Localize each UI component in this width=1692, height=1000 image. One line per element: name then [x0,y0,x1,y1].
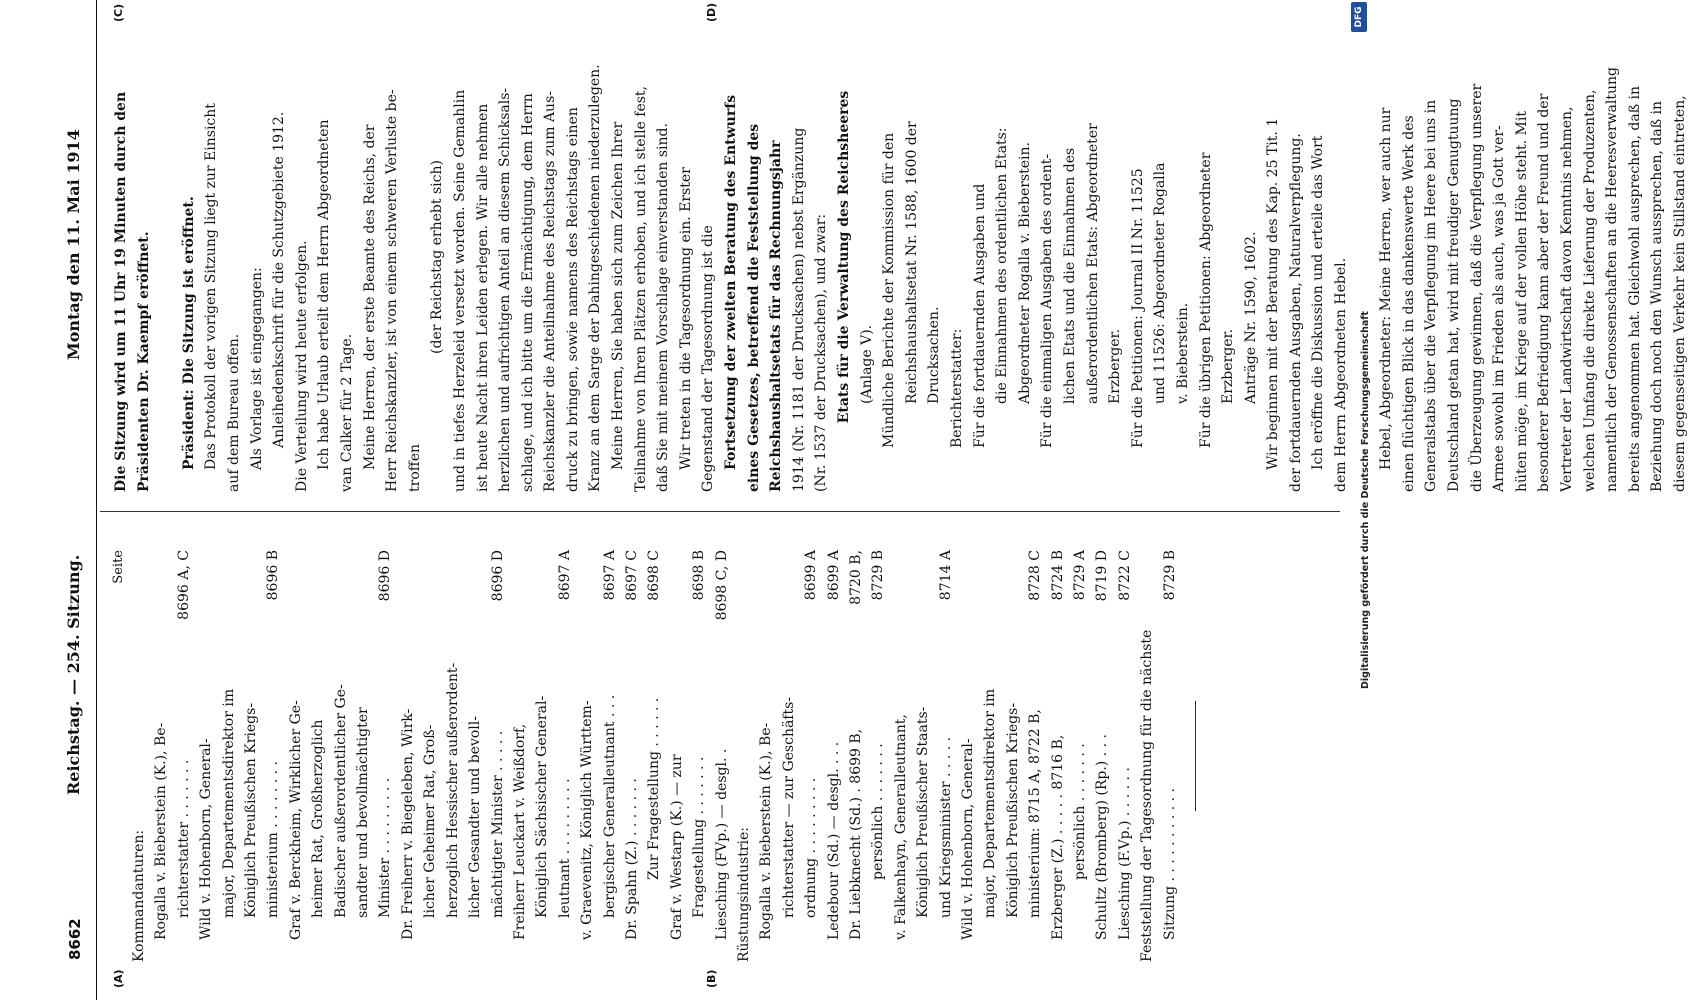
index-entry-text: Ledebour (Sd.) — desgl. . . . [825,741,842,940]
index-entry-text: Graf v. Westarp (K.) — zur [668,754,685,940]
proceedings-line: der fortdauernden Ausgaben, Naturalverpflegung. [1287,133,1304,492]
proceedings-line: welchen Umfang die direkte Lieferung der Produzenten, [1581,89,1598,492]
proceedings-line: Anleihedenkschrift für die Schutzgebiete 1912. [271,111,288,448]
index-line [240,550,262,962]
proceedings-line: Die Sitzung wird um 11 Uhr 19 Minuten durch den [113,91,129,492]
proceedings-line: außerordentlichen Etats: Abgeordneter [1084,123,1101,404]
index-line [800,550,822,962]
index-line [487,550,509,962]
proceedings-line: Erzberger. [1220,328,1237,404]
index-entry-text: Wild v. Hohenborn, General- [198,738,215,940]
proceedings-line: Meine Herren, der erste Beamte des Reichs, der [361,124,378,470]
index-entry-text: Zur Fragestellung . . . . . . [646,697,663,880]
index-entry-text: Badischer außerordentlicher Ge- [332,684,349,918]
index-entry-text: Liesching (F.Vp.) . . . . . . [1116,767,1133,940]
index-page-ref: 8697 A [599,550,621,603]
proceedings-line: die Überzeugung gewinnen, daß die Verpflegung unserer [1468,83,1485,492]
index-entry-text: sandter und bevollmächtigter [355,707,372,918]
proceedings-line: namentlich der Genossenschaften an die Heeresverwaltung [1604,67,1621,492]
index-page-ref: 8698 B [688,550,710,603]
index-line [1069,550,1091,962]
proceedings-line: besonderer Befriedigung kann aber der Freund und der [1536,93,1553,492]
proceedings-line: Erzberger. [1107,328,1124,404]
proceedings-line: dem Herrn Abgeordneten Hebel. [1333,257,1350,492]
index-page-ref: 8729 A [1069,550,1091,603]
index-line [890,550,912,962]
index-page-ref: 8698 C [643,550,665,604]
index-page-ref: 8720 B, [845,550,867,608]
index-entry-text: licher Geheimer Rat, Groß- [422,724,439,918]
index-line [330,550,352,962]
left-column-index [110,550,1196,962]
index-line [957,550,979,962]
index-line [576,550,598,962]
index-line [935,550,957,962]
seite-label: Seite [111,550,126,584]
index-line [1002,550,1024,962]
proceedings-line: Herr Reichskanzler, ist von einem schweren Verluste be- [384,89,401,492]
proceedings-line: Hebel, Abgeordneter: Meine Herren, wer auch nur [1378,107,1395,470]
index-line [666,550,688,962]
margin-letter-c: (C) [112,3,125,22]
index-entry-text: Graf v. Berckheim, Wirklicher Ge- [287,700,304,940]
index-line [1136,550,1158,962]
index-page-ref: 8696 B [262,550,284,603]
index-line [912,550,934,962]
proceedings-line: bereits angenommen hat. Gleichwohl ausprechen, daß in [1626,86,1643,492]
index-entry-text: v. Graevenitz, Königlich Württem- [579,700,596,940]
index-entry-text: Dr. Liebknecht (Sd.) . 8699 B, [848,728,864,940]
index-page-ref: 8699 A [823,550,845,603]
proceedings-line: Berichterstatter: [948,328,965,448]
index-entry-text: und Kriegsminister . . . . . [937,736,954,918]
right-column-proceedings [110,22,1692,492]
index-entry-text: Erzberger (Z.) . . . . . 8716 B, [1049,734,1066,940]
index-entry-text: major, Departementsdirektor im [982,688,999,918]
index-line [823,550,845,962]
margin-letter-a: (A) [112,969,125,988]
proceedings-line: druck zu bringen, sowie namens des Reichstags einen [564,107,581,492]
index-entry-text: persönlich . . . . . . . [1072,743,1089,880]
proceedings-line: ist heute Nacht ihren Leiden erlegen. Wir alle nehmen [474,103,491,492]
proceedings-line: Kranz an dem Sarge der Dahingeschiedenen niederzulegen. [587,64,604,492]
index-line [307,550,329,962]
index-entry-text: Freiherr Leuckart v. Weißdorf, [511,723,528,940]
index-lines [128,550,1181,962]
page-number: 8662 [66,918,84,960]
proceedings-line: hüten möge, im Kriege auf der vollen Höhe steht. Mit [1513,111,1530,492]
proceedings-line: diesem gegenseitigen Verkehr kein Stillstand eintreten, [1671,95,1688,492]
proceedings-line: Mündliche Berichte der Kommission für den [881,132,898,448]
index-entry-text: Dr. Spahn (Z.) . . . . . . . [623,778,640,940]
proceedings-line: Drucksachen. [926,306,943,404]
index-entry-text: Fragestellung . . . . . . . [691,756,708,918]
column-divider [100,511,1340,512]
index-entry-text: Rüstungsindustrie: [735,826,752,962]
index-page-ref: 8722 C [1114,550,1136,604]
index-entry-text: Dr. Freiherr v. Biegeleben, Wirk- [399,708,416,940]
index-line [1114,550,1136,962]
index-line [643,550,665,962]
index-line [128,550,150,962]
proceedings-line: Das Protokoll der vorigen Sitzung liegt zur Einsicht [203,103,220,470]
proceedings-line: Armee sowohl im Frieden als auch, was ja Gott ver- [1491,125,1508,492]
proceedings-line: Abgeordneter Rogalla v. Bieberstein. [1016,142,1033,404]
margin-letter-d: (D) [705,2,718,22]
index-line [397,550,419,962]
proceedings-line: Präsidenten Dr. Kaempf eröffnet. [135,231,152,492]
index-line [442,550,464,962]
margin-letter-b: (B) [705,969,718,988]
proceedings-line: Die Verteilung wird heute erfolgen. [293,240,310,492]
index-entry-text: Rogalla v. Bieberstein (K.), Be- [153,722,170,940]
proceedings-line: eines Gesetzes, betreffend die Feststellung des [745,123,762,492]
left-running-title: Reichstag. — 254. Sitzung. [64,554,83,795]
index-line [621,550,643,962]
index-line [599,550,621,962]
proceedings-line: Wir beginnen mit der Beratung des Kap. 25 Tit. 1 [1265,117,1282,470]
index-line [778,550,800,962]
index-entry-text: Rogalla v. Bieberstein (K.), Be- [758,722,775,940]
proceedings-line: Ich habe Urlaub erteilt dem Herrn Abgeordneten [316,119,333,470]
proceedings-line [155,22,178,492]
index-entry-text: heimer Rat, Großherzoglich [310,719,327,918]
proceedings-line: Generalstabs über die Verpflegung im Heere bei uns in [1423,99,1440,492]
index-line [464,550,486,962]
proceedings-line: 1914 (Nr. 1181 der Drucksachen) nebst Ergänzung [790,127,807,492]
index-page-ref: 8729 B [1159,550,1181,603]
proceedings-line: Für die Petitionen: Journal II Nr. 11525 [1129,168,1146,448]
proceedings-line: (Anlage V). [858,324,875,404]
proceedings-line: Deutschland getan hat, wird mit freudiger Genugtuung [1446,98,1463,492]
index-line [554,550,576,962]
index-entry-text: ministerium . . . . . . . . [265,760,282,918]
index-entry-text: leutnant . . . . . . . . . [556,778,573,918]
index-entry-text: major, Departementsdirektor im [220,688,237,918]
proceedings-line: Reichskanzler die Anteilnahme des Reichstags zum Aus- [542,91,559,492]
index-entry-text: ordnung . . . . . . . . . [803,777,820,918]
index-entry-text: Schultz (Bromberg) (Rp.) . . . [1094,734,1111,940]
proceedings-line: und in tiefes Herzeleid versetzt worden. Seine Gemahlin [451,89,468,492]
digitization-credit: Digitalisierung gefördert durch die Deutsche Forschungsgemeinschaft [1360,311,1371,689]
index-line [262,550,284,962]
index-entry-text: Kommandanturen: [131,829,147,962]
right-running-title: Montag den 11. Mai 1914 [64,129,83,360]
index-entry-text: richterstatter — zur Geschäfts- [780,696,797,918]
proceedings-line: auf dem Bureau offen. [225,333,242,492]
proceedings-line: einen flüchtigen Blick in das dankenswerte Werk des [1400,115,1417,492]
index-line [688,550,710,962]
index-line [218,550,240,962]
header-rule [96,0,97,1000]
proceedings-line: lichen Etats und die Einnahmen des [1061,147,1078,404]
index-line [755,550,777,962]
index-entry-text: Liesching (FVp.) — desgl. . [713,748,730,940]
proceedings-line: daß Sie mit meinem Vorschlage einverstanden sind. [655,123,672,492]
index-entry-text: mächtigter Minister . . . . . [489,730,506,918]
proceedings-line: und 11526: Abgeordneter Rogalla [1152,162,1169,404]
index-page-ref: 8728 C [1024,550,1046,604]
proceedings-text [110,22,1692,492]
index-entry-text: richterstatter . . . . . . . [175,759,192,918]
index-entry-text: Feststellung der Tagesordnung für die nächste [1139,629,1156,962]
index-line [1159,550,1181,962]
proceedings-line: Vertreter der Landwirtschaft davon Kenntnis nehmen, [1559,106,1575,492]
proceedings-line: schlage, und ich bitte um die Ermächtigung, dem Herrn [519,93,536,492]
index-entry-text: Sitzung . . . . . . . . . . . [1161,788,1178,940]
index-entry-text: Minister . . . . . . . . . [377,777,394,918]
index-page-ref: 8698 C, D [711,550,733,623]
index-line [711,550,733,962]
proceedings-line: Präsident: Die Sitzung ist eröffnet. [180,196,197,470]
column-end-separator [1195,701,1196,811]
index-line [1024,550,1046,962]
index-line [150,550,172,962]
index-line [195,550,217,962]
proceedings-line: van Calker für 2 Tage. [338,333,355,492]
proceedings-line: troffen [406,444,423,492]
proceedings-line: Für die einmaligen Ausgaben des ordent- [1039,153,1056,448]
proceedings-line: Fortsetzung der zweiten Beratung des Entwurfs [723,94,740,470]
index-page-ref: 8696 D [374,550,396,604]
proceedings-line: (der Reichstag erhebt sich) [429,160,446,354]
proceedings-line: Anträge Nr. 1590, 1602. [1242,231,1259,404]
index-line [509,550,531,962]
proceedings-line: Als Vorlage ist eingegangen: [248,267,265,470]
proceedings-line: Reichshaushaltsetats für das Rechnungsjahr [768,140,785,492]
index-entry-text: Königlich Preußischen Kriegs- [1004,702,1021,918]
proceedings-line: (Nr. 1537 der Drucksachen), und zwar: [813,213,830,492]
index-line [285,550,307,962]
index-entry-text: Königlich Sächsischer General- [534,695,551,918]
index-line [1091,550,1113,962]
index-page-ref: 8696 D [487,550,509,604]
index-entry-text: Wild v. Hohenborn, General- [960,738,977,940]
proceedings-line: Für die fortdauernden Ausgaben und [971,183,988,448]
index-page-ref: 8697 A [554,550,576,603]
index-page-ref: 8719 D [1091,550,1113,604]
index-line [1047,550,1069,962]
proceedings-line: Ich eröffne die Diskussion und erteile das Wort [1310,135,1327,470]
index-line [173,550,195,962]
index-line [374,550,396,962]
index-page-ref: 8696 A, C [173,550,195,623]
proceedings-line: Teilnahme von Ihren Plätzen erhoben, und ich stelle fest, [632,85,649,492]
dfg-logo: DFG [1351,2,1367,32]
index-page-ref: 8699 A [800,550,822,603]
proceedings-line: herzlichen und aufrichtigen Anteil an diesem Schicksals- [497,87,514,492]
proceedings-line: Beziehung doch noch den Wunsch aussprechen, daß in [1649,100,1666,492]
index-line [979,550,1001,962]
proceedings-line: Wir treten in die Tagesordnung ein. Erster [677,167,694,470]
index-entry-text: ministerium: 8715 A, 8722 B, [1027,709,1044,918]
index-entry-text: Königlich Preußischen Kriegs- [243,702,260,918]
index-line [419,550,441,962]
index-entry-text: Königlich Preußischer Staats- [915,706,932,918]
index-line [845,550,867,962]
index-line [733,550,755,962]
proceedings-line: Etats für die Verwaltung des Reichsheeres [836,90,852,424]
proceedings-line: Für die übrigen Petitionen: Abgeordneter [1197,152,1214,448]
index-page-ref: 8729 B [867,550,889,603]
index-entry-text: v. Falkenhayn, Generalleutnant, [892,714,909,940]
index-entry-text: bergischer Generalleutnant . . . [601,694,618,918]
proceedings-line: Reichshaushaltsetat Nr. 1588, 1600 der [903,121,920,404]
proceedings-line: v. Bieberstein. [1174,302,1191,404]
index-page-ref: 8714 A [935,550,957,603]
index-page-ref: 8724 B [1047,550,1069,603]
index-line [531,550,553,962]
proceedings-line: Meine Herren, Sie haben sich zum Zeichen Ihrer [610,121,627,470]
proceedings-line: die Einnahmen des ordentlichen Etats: [994,127,1011,404]
index-page-ref: 8697 C [621,550,643,604]
index-entry-text: herzoglich Hessischer außerordent- [444,662,461,918]
index-line [867,550,889,962]
index-entry-text: licher Gesandter und bevoll- [467,716,484,918]
proceedings-line: Gegenstand der Tagesordnung ist die [700,225,717,492]
index-entry-text: persönlich . . . . . . . [870,743,887,880]
index-line [352,550,374,962]
